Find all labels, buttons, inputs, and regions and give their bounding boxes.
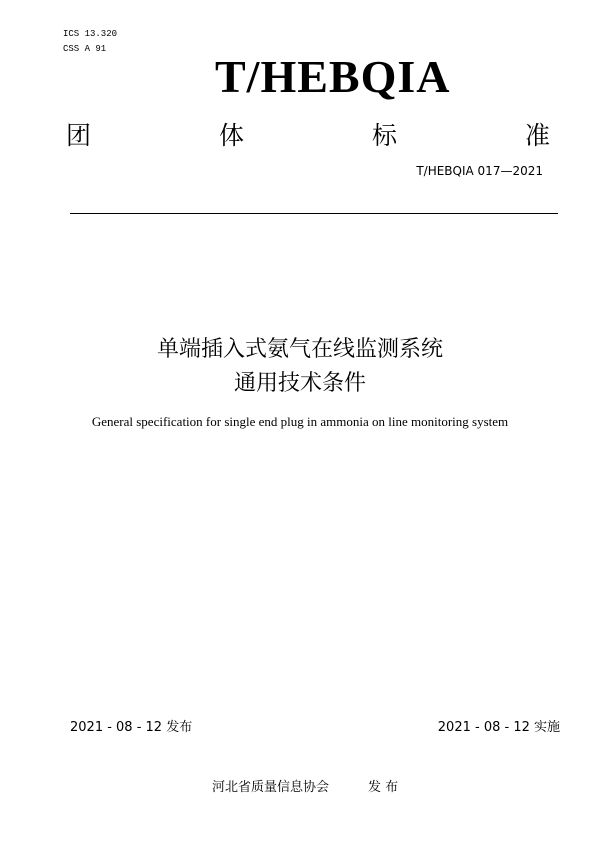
organization-code: T/HEBQIA <box>215 51 451 102</box>
issuer: 河北省质量信息协会 <box>212 780 330 795</box>
css-code: CSS A 91 <box>63 44 107 54</box>
ics-code: ICS 13.320 <box>63 29 118 39</box>
title-line-2: 通用技术条件 <box>233 371 366 396</box>
doc-type-char: 体 <box>219 121 245 150</box>
implement-date: 2021 - 08 - 12 实施 <box>437 720 560 735</box>
divider <box>70 213 558 214</box>
title-line-1: 单端插入式氨气在线监测系统 <box>156 337 443 362</box>
doc-type-char: 准 <box>525 121 551 150</box>
doc-type-char: 标 <box>372 121 398 150</box>
issue-label: 发 布 <box>368 780 399 795</box>
publish-date: 2021 - 08 - 12 发布 <box>70 720 193 735</box>
standard-number: T/HEBQIA 017—2021 <box>416 164 543 178</box>
english-title: General specification for single end plug in ammonia on line monitoring system <box>91 414 509 429</box>
doc-type-char: 团 <box>66 121 92 150</box>
